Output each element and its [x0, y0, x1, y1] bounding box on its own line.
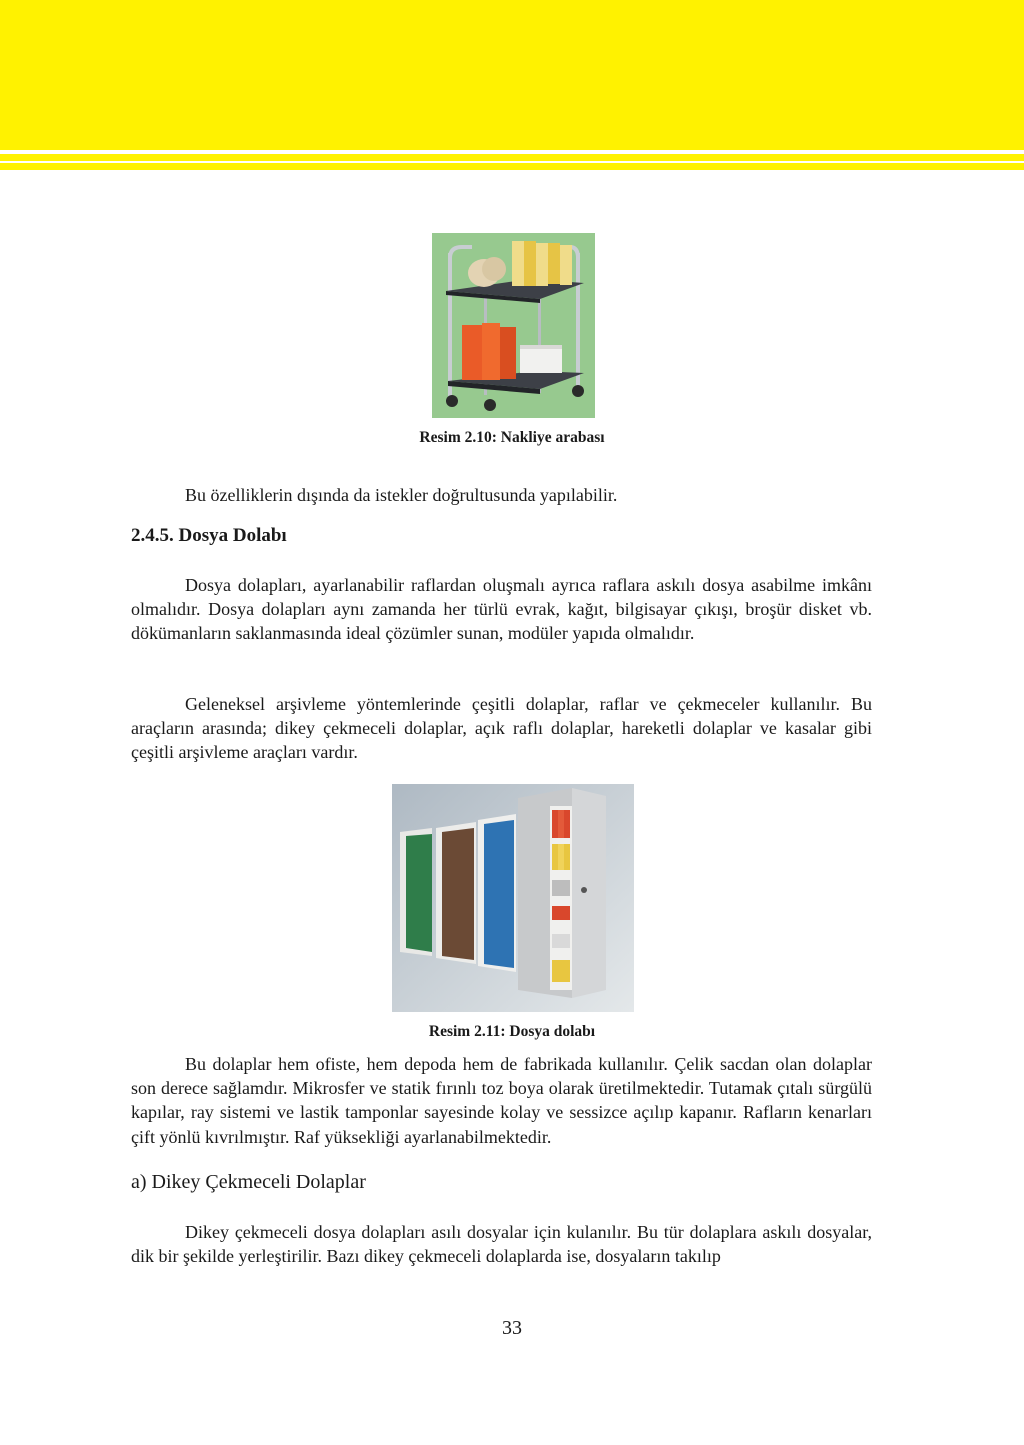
figure-caption: Resim 2.11: Dosya dolabı	[428, 1023, 596, 1040]
header-stripe	[0, 163, 1024, 170]
body-paragraph: Bu dolaplar hem ofiste, hem depoda hem de fabrikada kullanılır. Çelik sacdan olan dolaplar son derece sağlamdır. Mikrosfer ve statik fırınlı toz boya olarak üretilmektedir. Tutamak çıtalı sürgülü kapılar, ray sistemi ve lastik tamponlar sayesinde kolay ve sessizce açılıp kapanır. Rafların kenarları çift yönlü kıvrılmıştır. Raf yüksekliği ayarlanabilmektedir.	[131, 1054, 872, 1147]
page-number: 33	[502, 1317, 522, 1339]
subsection-heading: a) Dikey Çekmeceli Dolaplar	[131, 1171, 366, 1193]
body-paragraph: Geleneksel arşivleme yöntemlerinde çeşitli dolaplar, raflar ve çekmeceler kullanılır. Bu araçların arasında; dikey çekmeceli dolaplar, açık raflı dolaplar, hareketli dolaplar ve kasalar gibi çeşitli arşivleme araçları vardır.	[131, 694, 872, 763]
file-cabinet-image	[392, 784, 634, 1012]
figure-caption: Resim 2.10: Nakliye arabası	[419, 429, 605, 446]
header-band	[0, 0, 1024, 150]
section-heading: 2.4.5. Dosya Dolabı	[131, 525, 287, 546]
body-paragraph: Dosya dolapları, ayarlanabilir raflardan oluşmalı ayrıca raflara askılı dosya asabilme imkânı olmalıdır. Dosya dolapları aynı zamanda her türlü evrak, kağıt, bilgisayar çıkışı, broşür disket vb. dökümanların saklanmasında ideal çözümler sunan, modüler yapıda olmalıdır.	[131, 575, 872, 644]
intro-paragraph: Bu özelliklerin dışında da istekler doğrultusunda yapılabilir.	[185, 485, 618, 505]
trolley-image	[432, 233, 595, 418]
header-stripe	[0, 154, 1024, 161]
body-paragraph: Dikey çekmeceli dosya dolapları asılı dosyalar için kulanılır. Bu tür dolaplara askılı dosyalar, dik bir şekilde yerleştirilir. Bazı dikey çekmeceli dolaplarda ise, dosyaların takılıp	[131, 1222, 872, 1267]
